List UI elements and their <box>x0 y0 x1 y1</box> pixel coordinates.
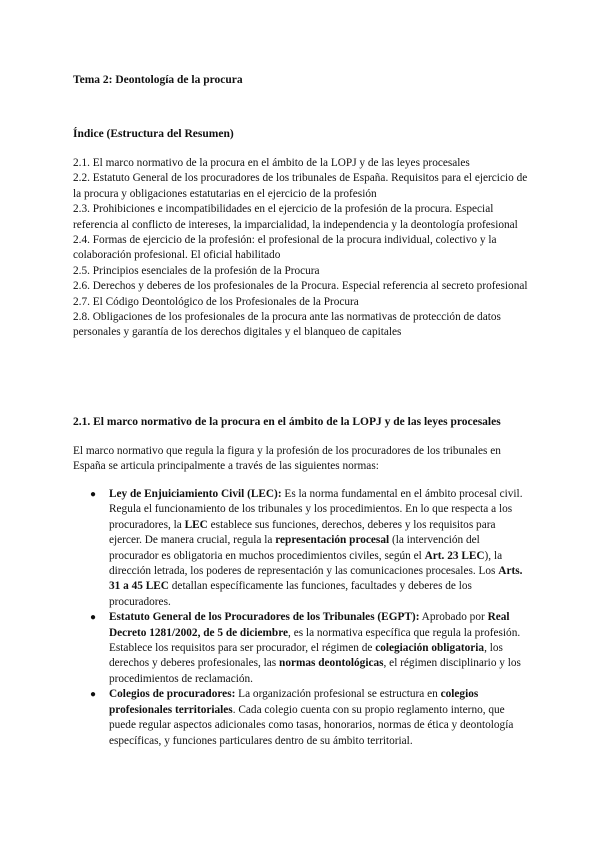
bold-text: colegios profesionales territoriales <box>109 688 479 716</box>
toc-item: 2.6. Derechos y deberes de los profesionales de la Procura. Especial referencia al secreto profesional <box>73 280 528 293</box>
body-text: establece sus funciones, derechos, deberes y los requisitos para ejercer. De manera crucial, regula la <box>109 518 496 547</box>
bold-text: LEC <box>184 518 208 531</box>
bold-text: Ley de Enjuiciamiento Civil (LEC): <box>109 488 282 500</box>
toc-item: 2.3. Prohibiciones e incompatibilidades en el ejercicio de la profesión de la procura. Especial referencia al conflicto de intereses, la imparcialidad, la independencia y la deontología profesional <box>73 203 518 231</box>
bold-text: normas deontológicas <box>279 657 384 670</box>
list-item <box>73 687 531 749</box>
body-text: , el régimen disciplinario y los procedimientos de reclamación. <box>109 657 521 685</box>
table-of-contents <box>73 156 531 341</box>
body-text: ), la dirección letrada, los poderes de representación y las comunicaciones procesales. Los <box>109 549 503 578</box>
document-title: Tema 2: Deontología de la procura <box>73 74 243 86</box>
body-text: (la intervención del procurador es obligatoria en muchos procedimientos civiles, según el <box>109 534 480 562</box>
list-item-text <box>109 488 523 608</box>
toc-item: 2.5. Principios esenciales de la profesión de la Procura <box>73 264 320 277</box>
bold-text: colegiación obligatoria <box>375 642 485 655</box>
toc-item: 2.8. Obligaciones de los profesionales de la procura ante las normativas de protección de datos personales y garantía de los derechos digitales y el blanqueo de capitales <box>73 311 501 339</box>
bold-text: Colegios de procuradores: <box>109 688 236 701</box>
bold-text: representación procesal <box>275 534 390 547</box>
bullet-icon: ● <box>90 612 97 624</box>
body-text: , los derechos y deberes profesionales, las <box>109 642 503 670</box>
list-item-text <box>109 688 513 746</box>
body-text: Aprobado por <box>419 611 488 624</box>
toc-item: 2.4. Formas de ejercicio de la profesión: el profesional de la procura individual, colectivo y la colaboración profesional. El oficial habilitado <box>73 234 497 262</box>
intro-paragraph: El marco normativo que regula la figura y la profesión de los procuradores de los tribunales en España se articula principalmente a través de las siguientes normas: <box>73 445 501 473</box>
body-text: La organización profesional se estructura en <box>235 688 441 701</box>
list-item <box>73 487 531 610</box>
list-item-text <box>109 611 521 685</box>
body-text: Es la norma fundamental en el ámbito procesal civil. Regula el funcionamiento de los tribunales y los procedimientos. En lo que respecta a los procuradores, la <box>109 488 523 531</box>
body-text: . Cada colegio cuenta con su propio reglamento interno, que puede regular aspectos adicionales como tasas, honorarios, normas de ética y deontología específicas, y funciones particulares dentro de su ámbito territorial. <box>109 703 514 747</box>
bold-text: Arts. 31 a 45 LEC <box>109 565 523 593</box>
body-text: , es la normativa específica que regula la profesión. Establece los requisitos para ser procurador, el régimen de <box>109 626 521 655</box>
index-heading: Índice (Estructura del Resumen) <box>73 128 234 140</box>
section-heading: 2.1. El marco normativo de la procura en el ámbito de la LOPJ y de las leyes procesales <box>73 416 501 428</box>
norms-list <box>73 487 531 749</box>
list-item <box>73 610 531 687</box>
bullet-icon: ● <box>90 489 97 500</box>
toc-item: 2.2. Estatuto General de los procuradores de los tribunales de España. Requisitos para el ejercicio de la procura y obligaciones estatutarias en el ejercicio de la profesión <box>73 172 528 200</box>
toc-item: 2.7. El Código Deontológico de los Profesionales de la Procura <box>73 295 359 308</box>
body-text: detallan específicamente las funciones, facultades y deberes de los procuradores. <box>109 580 472 608</box>
toc-item: 2.1. El marco normativo de la procura en el ámbito de la LOPJ y de las leyes procesales <box>73 157 470 169</box>
bold-text: Art. 23 LEC <box>424 549 485 562</box>
bold-text: Real Decreto 1281/2002, de 5 de diciembre <box>109 611 510 639</box>
bold-text: Estatuto General de los Procuradores de los Tribunales (EGPT): <box>109 611 420 624</box>
bullet-icon: ● <box>90 689 97 701</box>
